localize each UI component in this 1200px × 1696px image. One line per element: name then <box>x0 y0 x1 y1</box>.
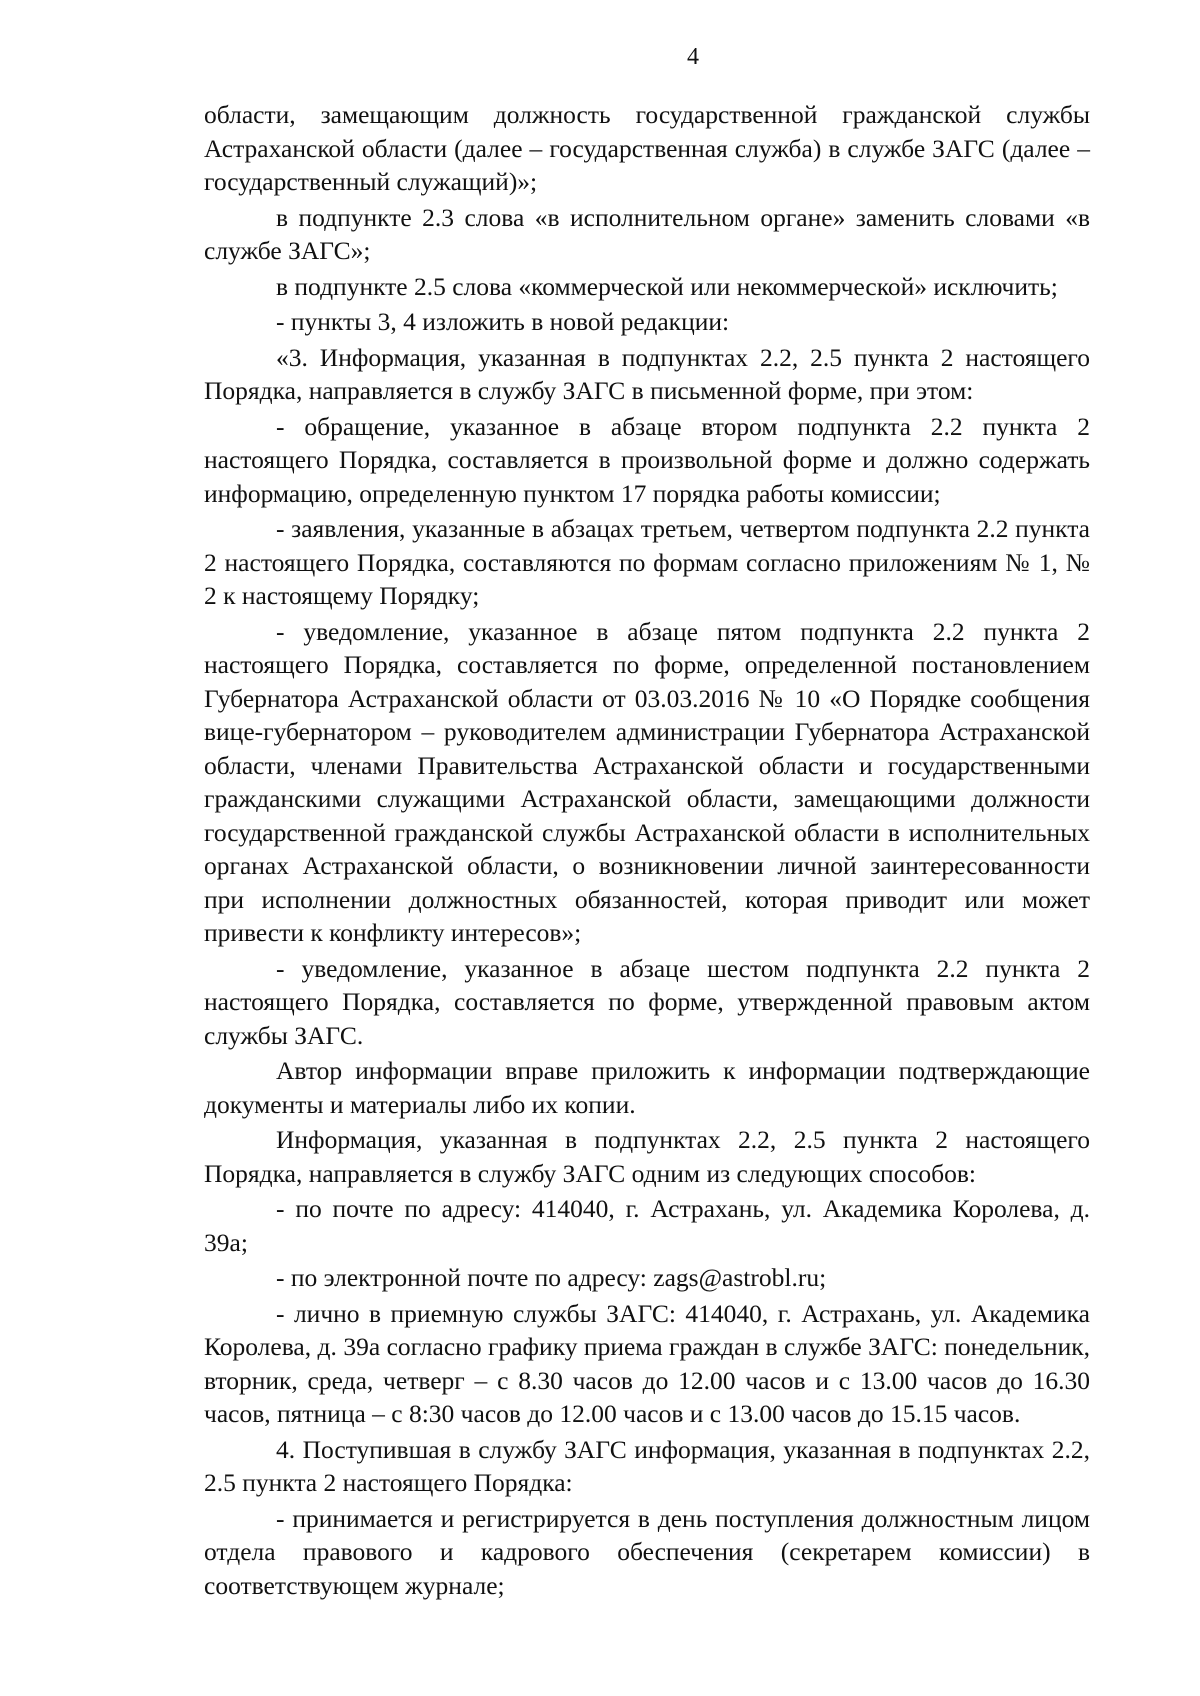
paragraph: - принимается и регистрируется в день поступления должностным лицом отдела правового и кадрового обеспечения (секретарем комиссии) в соответствующем журнале; <box>204 1503 1090 1600</box>
paragraph: - уведомление, указанное в абзаце шестом подпункта 2.2 пункта 2 настоящего Порядка, составляется по форме, утвержденной правовым актом службы ЗАГС. <box>204 953 1090 1050</box>
paragraph: - лично в приемную службы ЗАГС: 414040, г. Астрахань, ул. Академика Королева, д. 39а согласно графику приема граждан в службе ЗАГС: понедельник, вторник, среда, четверг – с 8.30 часов до 12.00 часов и с 13.00 часов до 16.30 часов, пятница – с 8:30 часов до 12.00 часов и с 13.00 часов до 15.15 часов. <box>204 1298 1090 1428</box>
paragraph: - заявления, указанные в абзацах третьем, четвертом подпункта 2.2 пункта 2 настоящего Порядка, составляются по формам согласно приложениям № 1, № 2 к настоящему Порядку; <box>204 514 1090 610</box>
paragraph: - по почте по адресу: 414040, г. Астрахань, ул. Академика Королева, д. 39а; <box>204 1194 1090 1257</box>
paragraph: 4. Поступившая в службу ЗАГС информация, указанная в подпунктах 2.2, 2.5 пункта 2 настоящего Порядка: <box>204 1434 1090 1497</box>
paragraph: в подпункте 2.5 слова «коммерческой или некоммерческой» исключить; <box>276 271 1058 301</box>
paragraph: области, замещающим должность государственной гражданской службы Астраханской области (далее – государственная служба) в службе ЗАГС (далее – государственный служащий)»; <box>204 100 1090 196</box>
paragraph: - пункты 3, 4 изложить в новой редакции: <box>276 307 730 336</box>
page-number: 4 <box>687 44 699 70</box>
document-body <box>204 98 1090 1602</box>
paragraph: «3. Информация, указанная в подпунктах 2.2, 2.5 пункта 2 настоящего Порядка, направляется в службу ЗАГС в письменной форме, при этом: <box>204 342 1090 405</box>
paragraph: Автор информации вправе приложить к информации подтверждающие документы и материалы либо их копии. <box>204 1056 1090 1119</box>
paragraph: - по электронной почте по адресу: zags@astrobl.ru; <box>276 1263 827 1292</box>
paragraph: Информация, указанная в подпунктах 2.2, 2.5 пункта 2 настоящего Порядка, направляется в службу ЗАГС одним из следующих способов: <box>204 1125 1090 1188</box>
paragraph: - уведомление, указанное в абзаце пятом подпункта 2.2 пункта 2 настоящего Порядка, составляется по форме, определенной постановлением Губернатора Астраханской области от 03.03.2016 № 10 «О Порядке сообщения вице-губернатором – руководителем администрации Губернатора Астраханской области, членами Правительства Астраханской области и государственными гражданскими служащими Астраханской области, замещающими должности государственной гражданской службы Астраханской области в исполнительных органах Астраханской области, о возникновении личной заинтересованности при исполнении должностных обязанностей, которая приводит или может привести к конфликту интересов»; <box>204 616 1090 947</box>
paragraph: в подпункте 2.3 слова «в исполнительном органе» заменить словами «в службе ЗАГС»; <box>204 202 1090 265</box>
paragraph: - обращение, указанное в абзаце втором подпункта 2.2 пункта 2 настоящего Порядка, составляется в произвольной форме и должно содержать информацию, определенную пунктом 17 порядка работы комиссии; <box>204 411 1090 508</box>
